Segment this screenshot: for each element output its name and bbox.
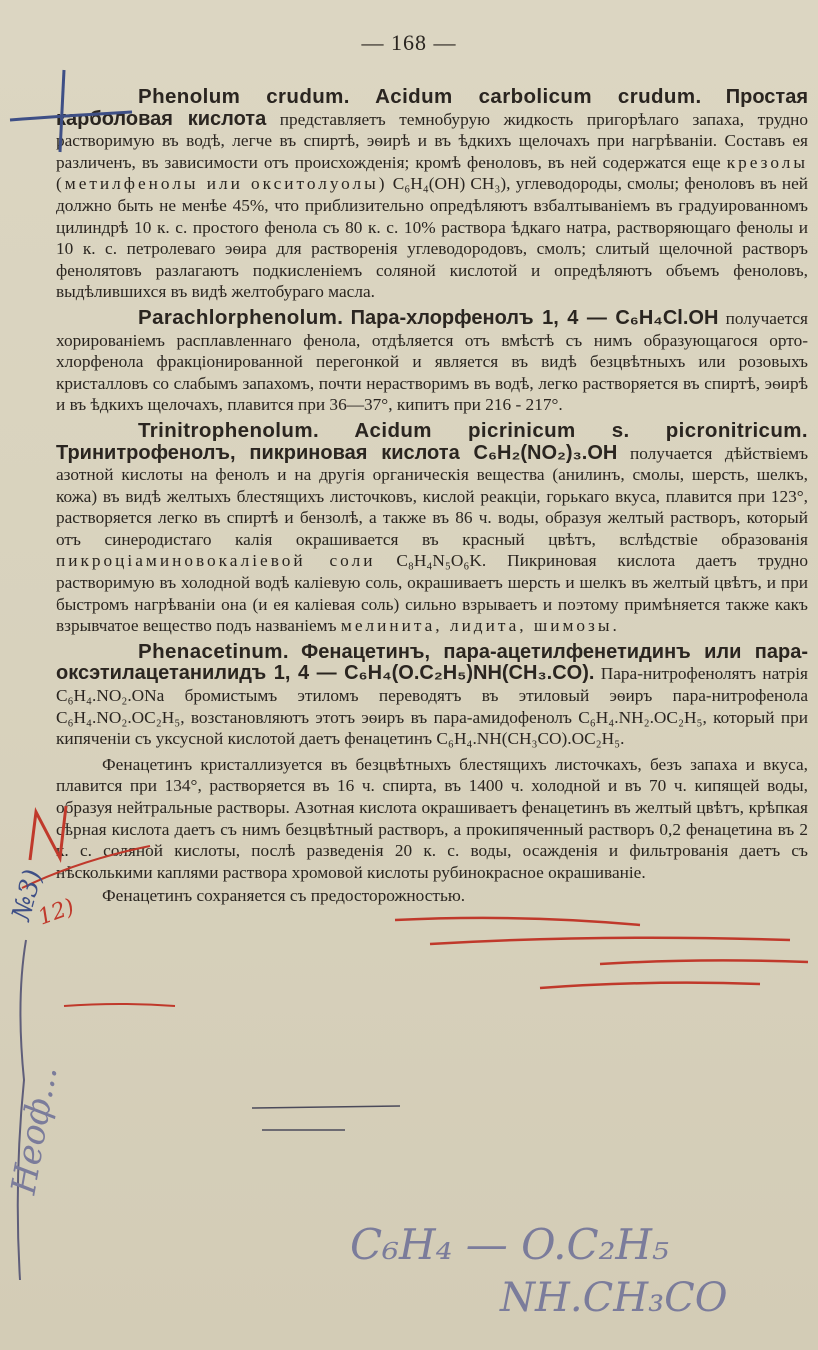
entry-spaced-text: пикроціаминовокаліевой соли <box>56 551 376 571</box>
entry-latin-title: Trinitrophenolum. Acidum picrinicum s. picronitricum. <box>138 418 808 442</box>
pencil-underline <box>252 1106 400 1108</box>
entry-latin-title: Phenolum crudum. Acidum carbolicum crudum. <box>138 85 702 108</box>
entry-text-continued: C₈H₄N₅O₆K. Пикриновая кислота даетъ трудно растворимую въ холодной водѣ каліевую соль, окрашиваетъ шерсть и шелкъ въ желтый цвѣтъ, и при быстромъ нагрѣваніи она (и ея каліевая соль) сильно взрываетъ и поэтому примѣняется также какъ взрывчатое вещество подъ названіемъ <box>56 551 809 636</box>
entry-latin-title: Parachlorphenolum. <box>138 305 344 329</box>
entry-russian-heading: Пара-хлорфенолъ 1, 4 — C₆H₄Cl.OH <box>350 306 719 329</box>
entry-phenolum <box>56 86 808 303</box>
red-underline <box>600 960 808 964</box>
red-underline <box>430 938 790 944</box>
entry-russian-heading: Простая карболовая кислота <box>56 86 808 130</box>
entry-formula: C₆H₄(OH) CH₃), <box>392 174 511 194</box>
handwritten-margin-number: №3) <box>6 866 49 924</box>
handwritten-left-vertical: Неоф... <box>3 1062 66 1198</box>
handwritten-bottom-formula-2: NH.CH₃CO <box>500 1275 728 1321</box>
entry-paragraph-storage: Фенацетинъ сохраняется съ предосторожностью. <box>102 886 466 906</box>
entry-trinitrophenolum <box>56 420 808 637</box>
entry-russian-heading: Тринитрофенолъ, пикриновая кислота C₆H₂(NO₂)₃.OH <box>56 441 618 464</box>
entry-spaced-text-2: мелинита, лидита, шимозы. <box>340 616 620 636</box>
page-number: — 168 — <box>361 30 457 55</box>
entry-parachlorphenolum <box>56 307 808 416</box>
entry-spaced-text: крезолы (метилфенолы или окситолуолы) <box>56 152 808 194</box>
entry-text: Пара-нитрофенолятъ натрія C₆H₄.NO₂.ONa бромистымъ этиломъ переводятъ въ этиловый эѳиръ пара-нитрофенола C₆H₄.NO₂.OC₂H₅, возстановляютъ этотъ эѳиръ въ пара-амидофенолъ C₆H₄.NH₂.OC₂H₅, который при кипяченіи съ уксусной кислотой даетъ фенацетинъ C₆H₄.NH(CH₃CO).OC₂H₅. <box>56 664 808 749</box>
entry-latin-title: Phenacetinum. <box>138 639 290 663</box>
entry-paragraph: Фенацетинъ кристаллизуется въ безцвѣтныхъ блестящихъ листочкахъ, безъ запаха и вкуса, плавится при 134°, растворяется въ 16 ч. спирта, въ 1400 ч. холодной и въ 70 ч. кипящей воды, образуя нейтральные растворы. Азотная кислота окрашиваетъ фенацетинъ въ желтый цвѣтъ, крѣпкая сѣрная кислота даетъ съ нимъ безцвѣтный растворъ, а прокипяченный растворъ 0,2 фенацетина въ 2 к. с. соляной кислоты, послѣ разведенія 20 к. с. воды, осажденія и фильтрованія даетъ съ нѣсколькими каплями раствора хромовой кислоты рубинокрасное окрашиваніе. <box>56 754 808 882</box>
entry-text: получается хорированіемъ расплавленнаго фенола, отдѣляется отъ вмѣстѣ съ нимъ образующагося орто-хлорфенола фракціонированной перегонкой и является въ видѣ безцвѣтныхъ или розовыхъ кристалловъ со слабымъ запахомъ, почти нерастворимъ въ водѣ, легко растворяется въ спиртѣ, эѳирѣ и въ ѣдкихъ щелочахъ, плавится при 36—37°, кипитъ при 216 - 217°. <box>56 308 808 415</box>
entry-text: представляетъ темнобурую жидкость пригорѣлаго запаха, трудно растворимую въ водѣ, легче въ спиртѣ, эѳирѣ и въ ѣдкихъ щелочахъ при нагрѣваніи. Составъ ея различенъ, въ зависимости отъ происхожденія; кромѣ феноловъ, въ ней содержатся еще <box>56 109 809 172</box>
red-underline <box>540 983 760 988</box>
entry-russian-heading: Фенацетинъ, пара-ацетилфенетидинъ или пара-оксэтилацетанилидъ 1, 4 — C₆H₄(O.C₂H₅)NH(CH₃.CO). <box>56 640 808 685</box>
entry-phenacetinum <box>56 641 808 750</box>
document-body <box>56 86 808 909</box>
entry-text: получается дѣйствіемъ азотной кислоты на фенолъ и на другія органическія вещества (анилинъ, смолы, шерсть, шелкъ, кожа) въ видѣ желтыхъ блестящихъ листочковъ, кислой реакціи, горькаго вкуса, плавится при 123°, растворяется легко въ спиртѣ и бензолѣ, а также въ 86 ч. воды, образуя желтый растворъ, который отъ синеродистаго калія окрашивается въ красный цвѣтъ, вслѣдствіе образованія <box>56 443 809 549</box>
handwritten-margin-number-2: 12) <box>34 894 78 931</box>
red-underline <box>64 1004 175 1006</box>
entry-text-continued: углеводороды, смолы; феноловъ въ ней должно быть не менѣе 45%, что приблизительно опредѣляютъ взбалтываніемъ въ градуированномъ цилиндрѣ 10 к. с. простого фенола съ 80 к. с. 10% раствора ѣдкаго натра, растворяющаго фенолы и 10 к. с. петролеваго эѳира для растворенія углеводородовъ, смолъ; слитый щелочной растворъ фенолятовъ разлагаютъ подкисленіемъ соляной кислотой и опредѣляютъ объемъ феноловъ, выдѣлившихся въ видѣ желтобураго масла. <box>56 174 809 302</box>
red-underline <box>395 918 640 925</box>
handwritten-bottom-formula-1: C₆H₄ — O.C₂H₅ <box>350 1220 669 1269</box>
